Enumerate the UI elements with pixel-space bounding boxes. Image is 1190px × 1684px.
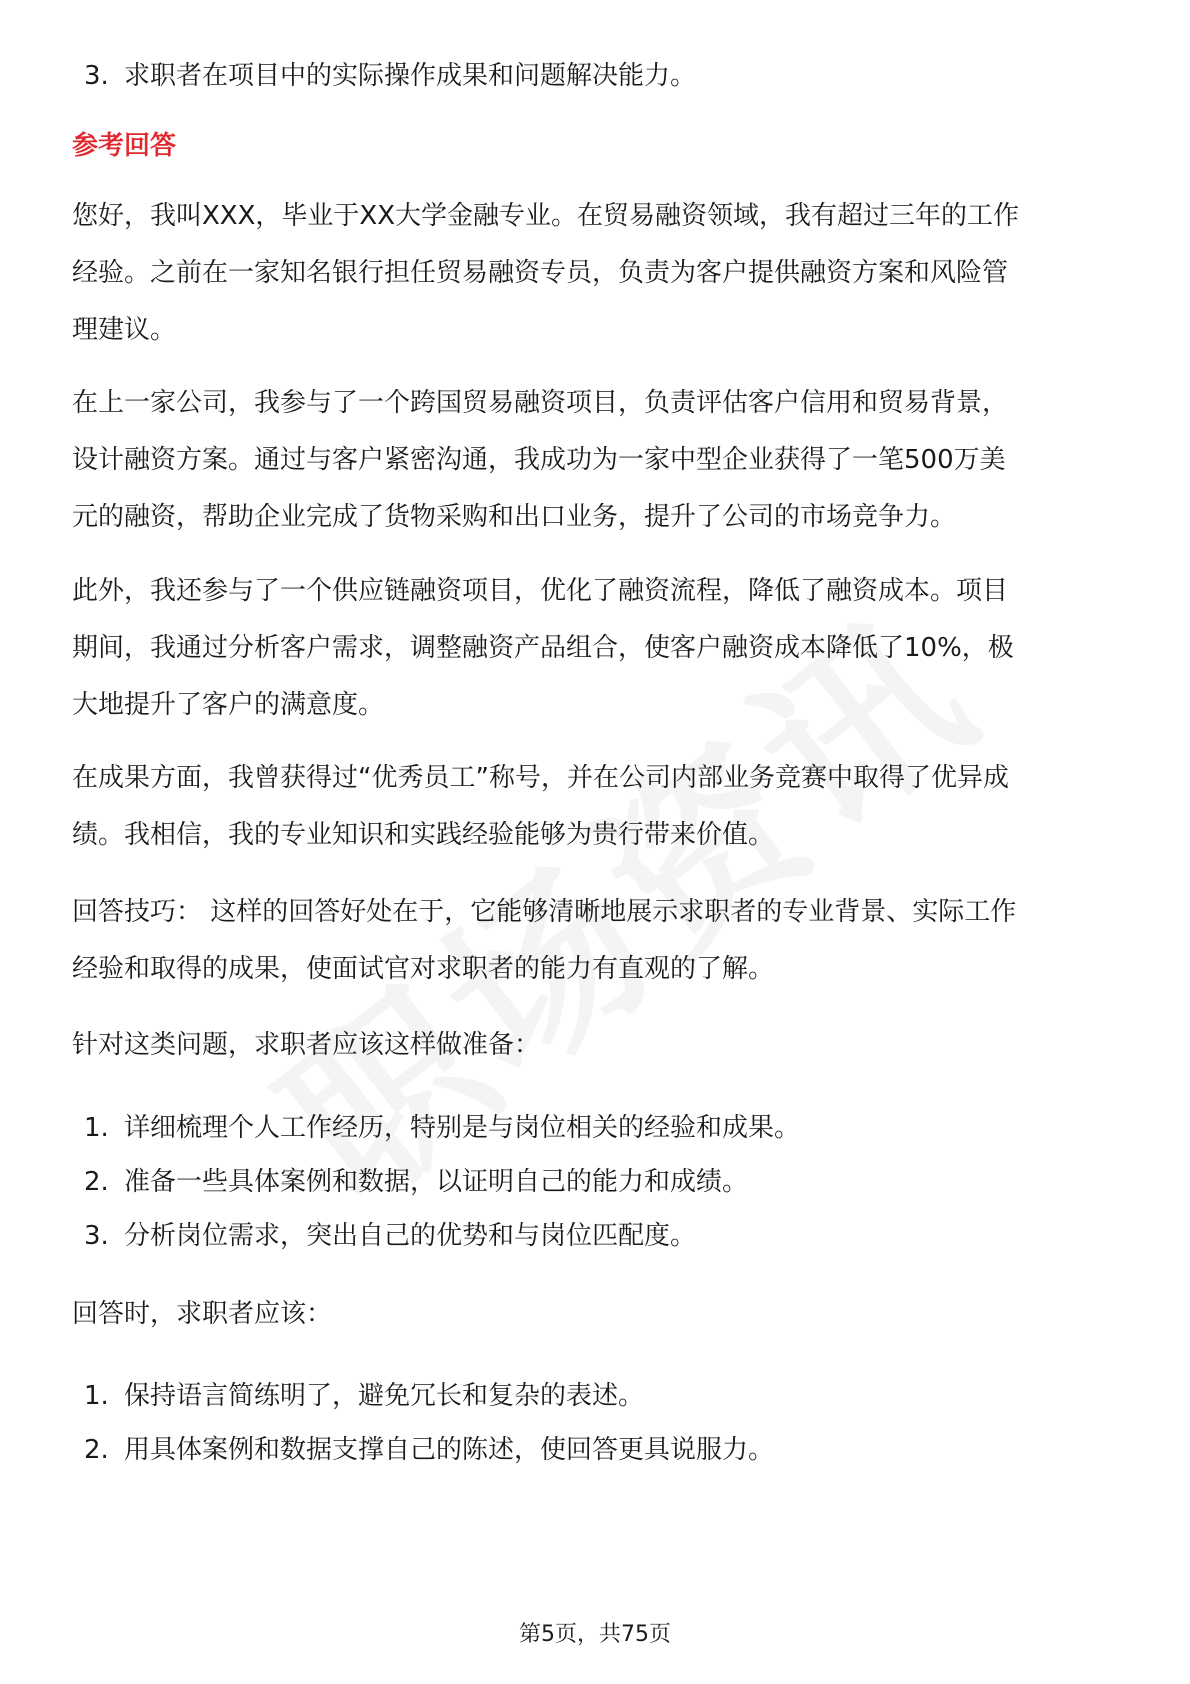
list-text: 保持语言简练明了，避免冗长和复杂的表述。 bbox=[124, 1381, 645, 1411]
list-item bbox=[84, 1376, 1124, 1416]
paragraph-line: 在成果方面，我曾获得过“优秀员工”称号，并在公司内部业务竞赛中取得了优异成 bbox=[72, 763, 1009, 793]
paragraph-answer-intro bbox=[72, 1286, 1122, 1343]
paragraph-line: 回答技巧： 这样的回答好处在于，它能够清晰地展示求职者的专业背景、实际工作 bbox=[72, 897, 1017, 927]
paragraph-line: 针对这类问题，求职者应该这样做准备： bbox=[72, 1030, 541, 1060]
paragraph-line: 绩。我相信，我的专业知识和实践经验能够为贵行带来价值。 bbox=[72, 820, 775, 850]
paragraph-line: 回答时，求职者应该： bbox=[72, 1299, 333, 1329]
paragraph-prep-intro bbox=[72, 1017, 1122, 1074]
paragraph-line: 经验。之前在一家知名银行担任贸易融资专员，负责为客户提供融资方案和风险管 bbox=[72, 258, 1009, 288]
paragraph-project bbox=[72, 375, 1122, 546]
list-number: 3. bbox=[84, 61, 109, 91]
paragraph-line: 此外，我还参与了一个供应链融资项目，优化了融资流程，降低了融资成本。项目 bbox=[72, 576, 1009, 606]
paragraph-achievements bbox=[72, 750, 1122, 864]
list-number: 2. bbox=[84, 1167, 109, 1197]
list-number: 3. bbox=[84, 1221, 109, 1251]
paragraph-line: 大地提升了客户的满意度。 bbox=[72, 690, 385, 720]
paragraph-tips bbox=[72, 884, 1122, 998]
paragraph-line: 经验和取得的成果，使面试官对求职者的能力有直观的了解。 bbox=[72, 954, 775, 984]
paragraph-line: 理建议。 bbox=[72, 315, 177, 345]
paragraph-line: 您好，我叫XXX，毕业于XX大学金融专业。在贸易融资领域，我有超过三年的工作 bbox=[72, 201, 1020, 231]
list-text: 分析岗位需求，突出自己的优势和与岗位匹配度。 bbox=[124, 1221, 697, 1251]
paragraph-line: 在上一家公司，我参与了一个跨国贸易融资项目，负责评估客户信用和贸易背景， bbox=[72, 388, 1009, 418]
list-number: 1. bbox=[84, 1113, 109, 1143]
list-number: 1. bbox=[84, 1381, 109, 1411]
list-item bbox=[84, 1430, 1124, 1470]
list-text: 用具体案例和数据支撑自己的陈述，使回答更具说服力。 bbox=[124, 1435, 775, 1465]
page-footer: 第5页，共75页 bbox=[519, 1622, 671, 1647]
paragraph-intro bbox=[72, 188, 1122, 359]
list-item bbox=[84, 1108, 1124, 1148]
paragraph-line: 元的融资，帮助企业完成了货物采购和出口业务，提升了公司的市场竞争力。 bbox=[72, 502, 957, 532]
paragraph-supply-chain bbox=[72, 563, 1122, 734]
list-item bbox=[84, 56, 1124, 96]
section-heading: 参考回答 bbox=[72, 131, 177, 161]
paragraph-line: 期间，我通过分析客户需求，调整融资产品组合，使客户融资成本降低了10%，极 bbox=[72, 633, 1014, 663]
list-text: 详细梳理个人工作经历，特别是与岗位相关的经验和成果。 bbox=[124, 1113, 801, 1143]
paragraph-line: 设计融资方案。通过与客户紧密沟通，我成功为一家中型企业获得了一笔500万美 bbox=[72, 445, 1006, 475]
list-item bbox=[84, 1162, 1124, 1202]
list-text: 准备一些具体案例和数据，以证明自己的能力和成绩。 bbox=[124, 1167, 749, 1197]
list-item bbox=[84, 1216, 1124, 1256]
list-text: 求职者在项目中的实际操作成果和问题解决能力。 bbox=[124, 61, 697, 91]
list-number: 2. bbox=[84, 1435, 109, 1465]
